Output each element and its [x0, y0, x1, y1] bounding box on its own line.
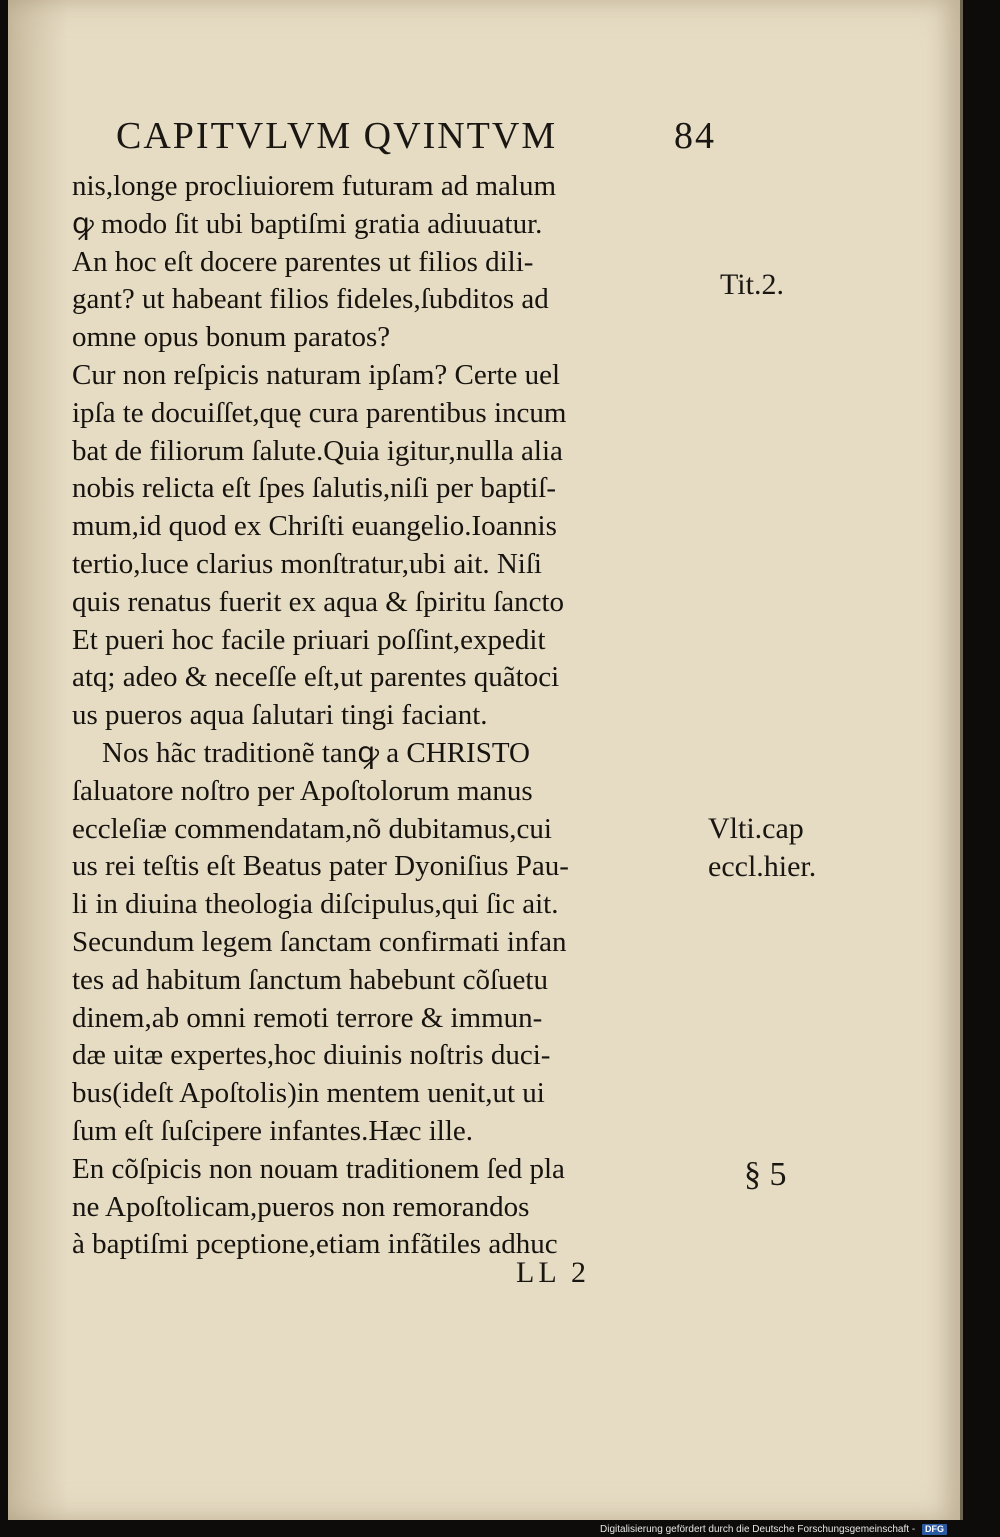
text-line: tes ad habitum ſanctum habebunt cõſuetu — [72, 963, 548, 996]
text-line: Cur non reſpicis naturam ipſam? Certe uel — [72, 358, 561, 391]
text-line: En cõſpicis non nouam traditionem ſed pla — [72, 1152, 565, 1185]
text-line: dæ uitæ expertes,hoc diuinis noſtris duci- — [72, 1039, 551, 1072]
text-line: gant? ut habeant filios fideles,ſubditos ad — [72, 283, 549, 316]
text-line: us pueros aqua ſalutari tingi faciant. — [72, 699, 488, 732]
margin-note-eccl-hier: eccl.hier. — [708, 850, 817, 883]
margin-note-tit: Tit.2. — [720, 268, 784, 301]
text-line: Nos hãc traditionẽ tanꝙ a CHRISTO — [102, 736, 530, 769]
text-line: atq; adeo & neceſſe eſt,ut parentes quãtoci — [72, 661, 560, 694]
running-head — [116, 110, 716, 164]
text-line: bat de filiorum ſalute.Quia igitur,nulla alia — [72, 434, 563, 467]
text-line: tertio,luce clarius monſtratur,ubi ait. Niſi — [72, 547, 542, 580]
text-line: li in diuina theologia diſcipulus,qui ſic ait. — [72, 888, 559, 921]
text-line: Et pueri hoc facile priuari poſſint,expedit — [72, 623, 546, 656]
text-line: ſum eſt ſuſcipere infantes.Hæc ille. — [72, 1114, 474, 1147]
text-line: nis,longe procliuiorem futuram ad malum — [72, 170, 557, 202]
text-line: Secundum legem ſanctam confirmati infan — [72, 925, 567, 958]
folio-number: 84 — [674, 115, 716, 157]
text-line: us rei teſtis eſt Beatus pater Dyoniſius Pau- — [72, 850, 569, 883]
digitization-credit — [600, 1523, 1000, 1537]
text-line: quis renatus fuerit ex aqua & ſpiritu ſancto — [72, 585, 565, 618]
text-line: à baptiſmi pceptione,etiam infãtiles adhuc — [72, 1228, 558, 1261]
book-page — [8, 0, 963, 1520]
dfg-logo: DFG — [922, 1524, 947, 1535]
text-line: bus(ideſt Apoſtolis)in mentem uenit,ut ui — [72, 1077, 545, 1110]
margin-note-vlti-cap: Vlti.cap — [708, 812, 804, 845]
signature-mark: LL 2 — [516, 1256, 591, 1289]
margin-note-section-mark: § 5 — [744, 1156, 787, 1193]
text-line: eccleſiæ commendatam,nõ dubitamus,cui — [72, 812, 552, 845]
body-text — [72, 168, 712, 1264]
text-line: ꝙ modo ſit ubi baptiſmi gratia adiuuatur. — [72, 207, 543, 240]
chapter-title: CAPITVLVM QVINTVM — [116, 115, 558, 157]
text-line: nobis relicta eſt ſpes ſalutis,niſi per baptiſ- — [72, 472, 557, 505]
credit-text: Digitalisierung gefördert durch die Deutsche Forschungsgemeinschaft - — [600, 1524, 916, 1535]
text-line: An hoc eſt docere parentes ut filios dili- — [72, 245, 534, 278]
text-line: omne opus bonum paratos? — [72, 321, 391, 354]
text-line: mum,id quod ex Chriſti euangelio.Ioannis — [72, 510, 557, 543]
text-line: ipſa te docuiſſet,quę cura parentibus incum — [72, 396, 567, 429]
text-line: ſaluatore noſtro per Apoſtolorum manus — [72, 774, 533, 807]
text-line: ne Apoſtolicam,pueros non remorandos — [72, 1190, 530, 1223]
text-line: dinem,ab omni remoti terrore & immun- — [72, 1001, 543, 1034]
